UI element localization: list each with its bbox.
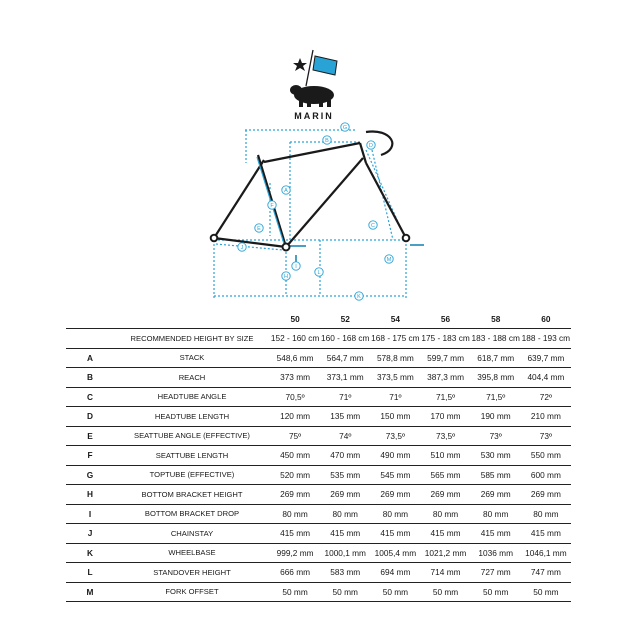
dimension-label: L xyxy=(317,269,321,276)
row-label: STANDOVER HEIGHT xyxy=(153,567,231,577)
table-cell: 269 mm xyxy=(480,489,511,500)
dimension-label: H xyxy=(284,273,288,280)
table-cell: 152 - 160 cm xyxy=(270,333,320,344)
table-cell: 71,5º xyxy=(435,391,456,402)
bottom-bracket xyxy=(283,244,290,251)
bike-frame xyxy=(214,131,406,247)
table-cell: 80 mm xyxy=(382,508,409,519)
table-cell: 1000,1 mm xyxy=(324,547,366,558)
table-row xyxy=(66,465,571,485)
rear-axle xyxy=(211,235,218,242)
table-cell: 510 mm xyxy=(430,450,461,461)
row-letter xyxy=(66,329,114,349)
row-letter: E xyxy=(87,430,93,441)
row-letter: A xyxy=(87,352,93,363)
row-label: BOTTOM BRACKET HEIGHT xyxy=(141,489,243,499)
table-cell: 470 mm xyxy=(330,450,361,461)
dimension-label: A xyxy=(284,187,288,194)
table-cell: 578,8 mm xyxy=(376,352,414,363)
table-cell: 269 mm xyxy=(430,489,461,500)
table-cell: 269 mm xyxy=(380,489,411,500)
row-label: STACK xyxy=(179,353,205,363)
table-cell: 415 mm xyxy=(380,528,411,539)
size-header: 60 xyxy=(541,314,551,324)
table-row xyxy=(66,426,571,446)
table-cell: 666 mm xyxy=(280,567,311,578)
row-label: TOPTUBE (EFFECTIVE) xyxy=(149,470,235,480)
table-cell: 415 mm xyxy=(530,528,561,539)
table-cell: 565 mm xyxy=(430,469,461,480)
table-cell: 585 mm xyxy=(480,469,511,480)
table-cell: 168 - 175 cm xyxy=(371,333,420,344)
brand-name: MARIN xyxy=(294,111,334,121)
table-cell: 1005,4 mm xyxy=(374,547,417,558)
table-cell: 373 mm xyxy=(280,372,311,383)
table-cell: 80 mm xyxy=(483,508,509,519)
table-cell: 520 mm xyxy=(280,469,311,480)
table-cell: 600 mm xyxy=(530,469,561,480)
table-cell: 1036 mm xyxy=(478,547,513,558)
table-cell: 75º xyxy=(288,430,302,441)
table-cell: 545 mm xyxy=(380,469,411,480)
dimension-label: F xyxy=(270,202,274,209)
star-icon xyxy=(293,58,307,71)
table-cell: 269 mm xyxy=(280,489,311,500)
size-header: 50 xyxy=(290,314,300,324)
table-cell: 72º xyxy=(539,391,553,402)
table-row xyxy=(66,368,571,388)
size-header: 58 xyxy=(491,314,501,324)
table-cell: 80 mm xyxy=(432,508,459,519)
row-letter: L xyxy=(87,567,93,578)
table-cell: 71º xyxy=(389,391,402,402)
table-cell: 50 mm xyxy=(282,586,308,597)
table-cell: 50 mm xyxy=(483,586,509,597)
table-cell: 150 mm xyxy=(380,411,411,422)
row-letter: J xyxy=(87,528,93,539)
table-cell: 639,7 mm xyxy=(527,352,565,363)
table-cell: 74º xyxy=(339,430,352,441)
table-cell: 135 mm xyxy=(330,411,361,422)
table-cell: 404,4 mm xyxy=(527,372,565,383)
table-cell: 373,1 mm xyxy=(326,372,364,383)
table-cell: 183 - 188 cm xyxy=(471,333,520,344)
table-cell: 70,5º xyxy=(285,391,305,402)
size-header: 56 xyxy=(440,314,451,324)
table-cell: 1046,1 mm xyxy=(525,547,567,558)
row-label: HEADTUBE LENGTH xyxy=(154,411,230,421)
row-letter: G xyxy=(86,469,94,480)
row-label: WHEELBASE xyxy=(168,548,216,558)
row-label: CHAINSTAY xyxy=(170,528,214,538)
dimension-label: I xyxy=(295,263,297,270)
geometry-table xyxy=(66,310,571,602)
dimension-label: M xyxy=(386,256,392,263)
table-cell: 599,7 mm xyxy=(427,352,464,363)
table-cell: 550 mm xyxy=(530,450,561,461)
dimension-label: K xyxy=(357,293,361,300)
dimension-label: E xyxy=(257,225,261,232)
table-cell: 175 - 183 cm xyxy=(421,333,470,344)
table-row xyxy=(66,582,571,602)
table-cell: 999,2 mm xyxy=(276,547,314,558)
row-letter: D xyxy=(87,411,93,422)
row-letter: I xyxy=(88,508,92,519)
table-cell: 170 mm xyxy=(430,411,461,422)
table-cell: 714 mm xyxy=(430,567,461,578)
table-cell: 450 mm xyxy=(280,450,311,461)
table-cell: 80 mm xyxy=(533,508,559,519)
table-row xyxy=(66,387,571,407)
table-cell: 160 - 168 cm xyxy=(321,333,370,344)
size-header: 54 xyxy=(390,314,400,324)
table-row xyxy=(66,543,571,563)
table-cell: 618,7 mm xyxy=(477,352,515,363)
table-cell: 269 mm xyxy=(530,489,561,500)
size-header-row xyxy=(66,310,571,329)
table-cell: 120 mm xyxy=(280,411,311,422)
table-cell: 50 mm xyxy=(332,586,358,597)
row-label: SEATTUBE ANGLE (EFFECTIVE) xyxy=(134,431,250,441)
geometry-diagram xyxy=(0,0,628,310)
table-cell: 583 mm xyxy=(330,567,361,578)
table-cell: 269 mm xyxy=(330,489,361,500)
row-label: RECOMMENDED HEIGHT BY SIZE xyxy=(130,333,254,343)
table-cell: 415 mm xyxy=(330,528,361,539)
dimension-label: J xyxy=(240,244,244,251)
table-cell: 190 mm xyxy=(480,411,511,422)
table-cell: 415 mm xyxy=(430,528,461,539)
row-letter: F xyxy=(87,450,93,461)
table-cell: 490 mm xyxy=(380,450,411,461)
table-row xyxy=(66,407,571,427)
dimension-label: G xyxy=(342,124,348,131)
table-cell: 747 mm xyxy=(530,567,561,578)
size-header: 52 xyxy=(340,314,350,324)
table-cell: 1021,2 mm xyxy=(424,547,467,558)
table-cell: 387,3 mm xyxy=(427,372,464,383)
table-cell: 73º xyxy=(489,430,502,441)
table-cell: 73,5º xyxy=(385,430,405,441)
table-cell: 80 mm xyxy=(332,508,358,519)
table-cell: 50 mm xyxy=(382,586,409,597)
row-label: SEATTUBE LENGTH xyxy=(155,450,229,460)
front-axle xyxy=(403,235,410,242)
table-cell: 80 mm xyxy=(282,508,308,519)
row-label: HEADTUBE ANGLE xyxy=(157,392,227,402)
row-letter: M xyxy=(86,586,94,597)
table-row xyxy=(66,446,571,466)
table-cell: 415 mm xyxy=(280,528,311,539)
table-cell: 188 - 193 cm xyxy=(521,333,571,344)
table-cell: 535 mm xyxy=(330,469,361,480)
table-row xyxy=(66,563,571,583)
table-cell: 73,5º xyxy=(435,430,456,441)
table-cell: 395,8 mm xyxy=(477,372,515,383)
table-cell: 415 mm xyxy=(480,528,511,539)
table-cell: 50 mm xyxy=(533,586,559,597)
row-letter: B xyxy=(87,372,93,383)
row-letter: K xyxy=(87,547,93,558)
table-cell: 210 mm xyxy=(530,411,561,422)
table-cell: 530 mm xyxy=(480,450,511,461)
table-row xyxy=(66,524,571,544)
row-letter: C xyxy=(87,391,93,402)
flag-icon xyxy=(313,56,337,75)
table-row xyxy=(66,504,571,524)
dimension-label: D xyxy=(369,142,373,149)
table-cell: 727 mm xyxy=(480,567,511,578)
table-cell: 73º xyxy=(539,430,553,441)
row-letter: H xyxy=(87,489,93,500)
table-cell: 50 mm xyxy=(432,586,459,597)
dimension-label: B xyxy=(325,137,329,144)
table-row xyxy=(66,485,571,505)
table-cell: 564,7 mm xyxy=(326,352,364,363)
table-cell: 373,5 mm xyxy=(376,372,414,383)
table-cell: 71,5º xyxy=(486,391,506,402)
row-label: REACH xyxy=(178,372,206,382)
table-row xyxy=(66,329,571,349)
table-row xyxy=(66,348,571,368)
row-label: FORK OFFSET xyxy=(165,587,219,597)
marin-logo xyxy=(290,50,337,121)
table-cell: 71º xyxy=(339,391,352,402)
dimension-label: C xyxy=(371,222,375,229)
row-label: BOTTOM BRACKET DROP xyxy=(144,509,240,519)
table-cell: 548,6 mm xyxy=(276,352,314,363)
table-cell: 694 mm xyxy=(380,567,411,578)
